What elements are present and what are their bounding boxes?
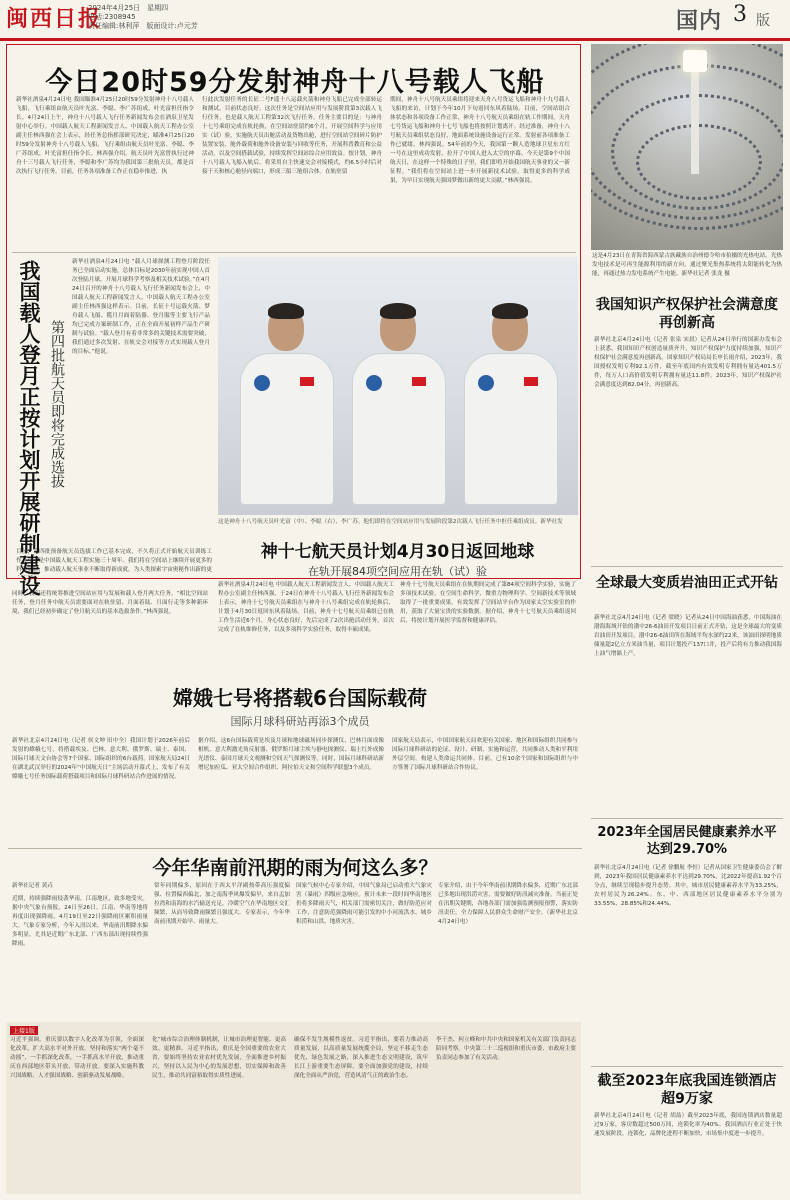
change7-column-2: 据介绍，这6台国际载荷是埃及月球和地球磁场同步探测仪、巴林月面成像相机、意大利激光角反射器、俄罗斯月球尘埃与静电探测仪、瑞士红外成像光谱仪、泰国月球天文观测和空间天气探测仪等。同时，国际月球科研站新增尼加拉瓜、亚太空间合作组织、阿拉伯天文和空间科学联盟3个成员。 <box>198 738 384 771</box>
return-column-2: 神舟十七号航天员乘组在在轨期间完成了第84项空间科学实验，实施了多项技术试验，在空间生命科学、微重力物理科学、空间新技术等领域取得了一批重要成果，有效发挥了空间站平台作为国家太空实验室的作用，获取了大量宝贵的实验数据。据介绍，神舟十七号航天员乘组返回后，将按计划开展医学监督和健康评估。 <box>400 582 576 624</box>
return-column-1: 新华社酒泉4月24日电 中国载人航天工程新闻发言人、中国载人航天工程办公室副主任林西强，于24日在神舟十八号载人飞行任务新闻发布会上表示，神舟十七号航天员乘组在与神舟十八号乘组完成在轨轮换后，计划于4月30日返回东风着陆场。目前，神舟十七号航天员乘组已在轨工作生活近6个月，身心状态良好，先后完成了2次出舱活动任务，首次完成了在轨维修任务，以及多项科学实验任务，取得丰硕成果。 <box>218 582 394 633</box>
moon-subheadline: 第四批航天员即将完成选拔 <box>49 320 65 488</box>
lead-column-1: 新华社酒泉4月24日电 我国瞄准4月25日20时59分发射神舟十八号载人飞船，飞行乘组由航天员叶光富、李聪、李广苏组成，叶光富担任指令长。4月24日上午，神舟十八号载人飞行任务新闻发布会在酒泉卫星发射中心举行。中国载人航天工程新闻发言人、中国载人航天工程办公室副主任林西强在会上表示，经任务总指挥部研究决定，瞄准4月25日20时59分发射神舟十八号载人飞船，飞行乘组由航天员叶光富、李聪、李广苏组成，叶光富担任指令长。林西强介绍，航天员叶光富曾执行过神舟十三号载人飞行任务，李聪和李广苏均为我国第三批航天员，都是首次执行飞行任务。目前，任务各项准备工作正在稳步推进，执 <box>16 97 194 175</box>
divider <box>591 1066 783 1067</box>
change7-column-3: 国家航天局表示，中国国家航天局欢迎有关国家、地区和国际组织共同参与国际月球科研站的论证、设计、研制、实施和运营，共同推动人类和平利用外层空间，构建人类命运共同体。目前，已有10余个国家和国际组织与中方签署了国际月球科研站合作协议。 <box>392 738 578 771</box>
rain-column-2: 常年同期偏多，原因在于西太平洋副热带高压强度偏强、位置偏西偏北，加之南海季风爆发偏早，来自孟加拉湾和南海的水汽输送充足，冷暖空气在华南地区交汇频繁，从而导致降雨频繁且强度大。专家表示，今年华南前汛期开始早、雨量大。 <box>154 883 290 925</box>
astronaut-center <box>348 297 448 497</box>
continued-column-4: 李干杰、何立峰和中共中央和国家机关有关部门负责同志陪同考察。中央第二十二巡视组和重庆市委、市政府主要负责同志参加了有关活动。 <box>436 1037 576 1061</box>
lead-column-2: 行此次发射任务的长征二号F遥十八运载火箭和神舟飞船已完成全部转运和测试，目前状态良好。这次任务是空间站应用与发展阶段第3次载人飞行任务，也是载人航天工程第32次飞行任务。任务主要目的是：与神舟十七号乘组完成在轨轮换，在空间站驻留约6个月，开展空间科学与应用实（试）验，实施航天员出舱活动及货物出舱，进行空间站空间碎片防护装置安装、舱外载荷和舱外设备安装与回收等任务，开展科普教育和公益活动，以及空间搭载试验，持续发挥空间站综合应用效益。按计划，神舟十八号载人飞船入轨后，将采用自主快速交会对接模式，约6.5小时后对接于天和核心舱径向端口，形成三船三舱组合体。在轨驻留 <box>202 97 382 175</box>
ip-body: 新华社北京4月24日电（记者 张泉 宋晨）记者从24日举行的国新办发布会上获悉，我国知识产权创造量质齐升，知识产权保护力度持续加强，知识产权保护社会满意度再创新高。国家知识产权局局长申长雨介绍，2023年，我国授权发明专利92.1万件，截至年底国内有效发明专利拥有量达401.5万件，每万人口高价值发明专利拥有量达11.8件。2023年，知识产权保护社会满意度达到82.04分，再创新高。 <box>594 337 782 388</box>
solar-plant-photo <box>591 44 783 250</box>
hotel-headline: 截至2023年底我国连锁酒店超9万家 <box>597 1073 777 1107</box>
newspaper-logo: 闽西日报 <box>6 6 103 32</box>
oil-body: 新华社北京4月24日电（记者 梁晓）记者从24日中国海油获悉，中国海油在渤海海域开钻的渤中26-6油田开发项目日前正式开钻，这是全球最大的变质岩油田开发项目。渤中26-6油田所在海域平均水深约22米，该油田探明地质储量超2亿立方米油当量，项目计划投产137口井，投产后将有力推动我国海上油气增储上产。 <box>594 615 782 657</box>
hotel-body: 新华社北京4月24日电（记者 胡喆）截至2023年底，我国连锁酒店数量超过9万家，客房数超过500万间，连锁化率为40%。我国酒店行业正处于快速发展阶段，连锁化、品牌化进程不断加快，市场集中度进一步提升。 <box>594 1113 782 1137</box>
page-number: 3 <box>733 2 747 27</box>
rain-column-1: 近期，持续强降雨侵袭华南，江南地区，致多地受灾。据中央气象台预报，24日至26日，江南、华南等地将再度出现强降雨，4月19日至22日强降雨区累积雨量大。气象专家分析，今年入汛以来，华南前汛期降水偏多明显，尤其是近期广东北部、广西东部出现持续性强降雨。 <box>12 896 148 947</box>
continued-column-2: 化”城市综合治理体制机制，让城市治理更智能、更高效、更精准。习近平指出，重庆是全国重要的农业大省，要始终坚持农业农村优先发展，全面推进乡村振兴，坚持以人民为中心的发展思想，切实保障和改善民生，推动共同富裕取得实质性进展。 <box>152 1037 286 1079</box>
masthead-info <box>88 4 348 31</box>
solar-tower <box>691 54 699 174</box>
divider <box>8 848 582 849</box>
rain-byline: 新华社记者 黄垚 <box>12 883 53 889</box>
masthead-rule <box>0 38 790 41</box>
change7-subheadline: 国际月球科研站再添3个成员 <box>230 715 370 728</box>
rain-column-4: 专家介绍，由于今年华南前汛期降水偏多，近期广东北部已多地出现洪涝灾害，需要做好防汛减灾准备。当前正处在汛期关键期，各地各部门需加强监测预报预警，落实防汛责任，全力保障人民群众生命财产安全。（新华社北京4月24日电） <box>438 883 578 925</box>
return-subheadline: 在轨开展84项空间应用在轨（试）验 <box>308 565 487 578</box>
change7-headline: 嫦娥七号将搭载6台国际载荷 <box>173 686 427 710</box>
editors: 责任编辑:林利萍 版面设计:卢元芳 <box>88 22 198 30</box>
solar-receiver <box>683 50 707 72</box>
rain-column-3: 国家气候中心专家介绍，中国气象局已启动重大气象灾害（暴雨）四级应急响应。预计未来一段时间华南地区仍将多降雨天气，相关部门需密切关注，做好防范应对工作，注意防范强降雨可能引发的中小河流洪水、城乡积涝和山洪、地质灾害。 <box>296 883 432 925</box>
continued-column-1: 习近平强调，重庆要以数字人化改革为引领，全面深化改革，扩大高水平对外开放。坚持和落实“两个毫不动摇”，一手抓深化改革，一手抓高水平开放，推动重庆在西部地区带头开放、带动开放。要深入实施科教兴国战略、人才强国战略、创新驱动发展战略。 <box>10 1037 144 1079</box>
divider <box>12 252 576 253</box>
astronaut-left <box>236 297 336 497</box>
photo-caption: 这是神舟十八号航天员叶光富（中）、李聪（右）、李广苏。他们即将在空间站应用与发展阶段第2次载人飞行任务中担任乘组成员。新华社发 <box>218 519 563 525</box>
continued-tag: 上接1版 <box>10 1026 38 1035</box>
divider <box>591 818 783 819</box>
astronaut-right <box>460 297 560 497</box>
health-body: 新华社北京4月24日电（记者 徐鹏航 李恒）记者从国家卫生健康委员会了解到，2023年我国居民健康素养水平达到29.70%，比2022年提高1.92个百分点，继续呈现稳步提升态势。其中，城市居民健康素养水平为33.25%，农村居民为26.24%。东、中、西部地区居民健康素养水平分别为33.55%、28.85%和24.44%。 <box>594 865 782 907</box>
rain-headline: 今年华南前汛期的雨为何这么多？ <box>152 857 438 879</box>
moon-body-3: 同时，我们还将统筹推进空间站应用与发展和载人登月两大任务。“相比空间站任务，登月任务中航天员需要面对在轨驻留、月面着陆、月面行走等多种新环境，我们已经初步确定了登月航天员的基本选拔条件。”林西强说。 <box>12 591 208 615</box>
section-name: 国内 <box>676 9 723 34</box>
moon-body-1: 新华社酒泉4月24日电 “载人月球探测工程登月阶段任务已全面启动实施，总体目标是2030年前实现中国人首次登陆月球，开展月球科学考察及相关技术试验。”在4月24日召开的神舟十八号载人飞行任务新闻发布会上，中国载人航天工程新闻发言人、中国载人航天工程办公室副主任林西强这样表示。目前，长征十号运载火箭、梦舟载人飞船、揽月月面着陆器、登月服等主要飞行产品均已完成方案研制工作，正在全面开展初样产品生产研制与试验。“载人登月有着非常多的关键技术需要突破，我们通过多次发射、在轨交会对接等方式实现载人登月的目标。”他说。 <box>72 259 210 355</box>
moon-body-2: 目前，第四批预备航天员选拔工作已基本完成，不久将正式开始航天员训练工作。今年是中国载人航天工程实施三十周年。我们将在空间站上继续开展更多的科学实验，推动载人航天事业不断取得新成就，为人类探索宇宙奥秘作出新的更 <box>16 549 212 573</box>
divider <box>591 566 783 567</box>
moon-headline: 我国载人登月正按计划开展研制建设 <box>17 260 41 596</box>
issue-date: 2024年4月25日 星期四 <box>88 4 169 12</box>
health-headline: 2023年全国居民健康素养水平达到29.70% <box>597 825 777 857</box>
edition-label: 版 <box>756 13 770 29</box>
return-headline: 神十七航天员计划4月30日返回地球 <box>260 542 535 562</box>
solar-photo-caption: 这是4月23日在青海省海西蒙古族藏族自治州德令哈市拍摄的光热电站。光热发电技术是可再生能源利用的新方向，通过聚光集热系统将太阳能转化为热能，再通过热力发电系统产生电能。新华社记者 张龙 摄 <box>592 253 782 277</box>
change7-column-1: 新华社北京4月24日电（记者 侯文坤 田中全）我国计划于2026年前后发射的嫦娥七号，将搭载埃及、巴林、意大利、俄罗斯、瑞士、泰国、国际月球天文台协会等7个国家、国际组织的6台载荷。国家航天局24日在湖北武汉举行的2024年“中国航天日”主场活动开幕式上，发布了有关嫦娥七号任务国际载荷搭载项目和国际月球科研站合作进展的情况。 <box>12 738 190 780</box>
oil-headline: 全球最大变质岩油田正式开钻 <box>596 575 778 591</box>
phone: 电话:2308945 <box>88 13 136 21</box>
lead-column-3: 期间，神舟十八号航天员乘组将迎来天舟八号货运飞船和神舟十九号载人飞船的来访，计划于今年10月下旬返回东风着陆场。目前，空间站组合体状态和各项设备工作正常，神舟十八号航天员乘组在轨工作期间，天舟七号货运飞船和神舟十七号飞船也将按照计划离开。经过准备，神舟十八号航天员乘组状态良好，地面系统设施设备运行正常。发射前各项准备工作已就绪。林西强说。54年前的今天，我国第一颗人造地球卫星东方红一号在这里成功发射，拉开了中国人进入太空的序幕。今天是第9个中国航天日，在这样一个特殊的日子里，我们即将开始我国航天事业的又一新征程。“我们将在空间站上进一步开展新技术试验，取得更多的科学成果，为早日实现航天强国梦做出新的更大贡献。”林西强说。 <box>390 97 570 184</box>
continued-column-3: 确保不发生规模性返贫。习近平指出，要着力推动高质量发展，以高质量发展统揽全局，坚定不移走生态优先、绿色发展之路，深入推进生态文明建设，筑牢长江上游重要生态屏障。要全面加强党的建设，持续深化全面从严治党，营造风清气正的政治生态。 <box>294 1037 428 1079</box>
astronauts-photo <box>218 257 578 515</box>
lead-headline: 今日20时59分发射神舟十八号载人飞船 <box>45 67 545 98</box>
ip-headline: 我国知识产权保护社会满意度再创新高 <box>596 297 778 331</box>
